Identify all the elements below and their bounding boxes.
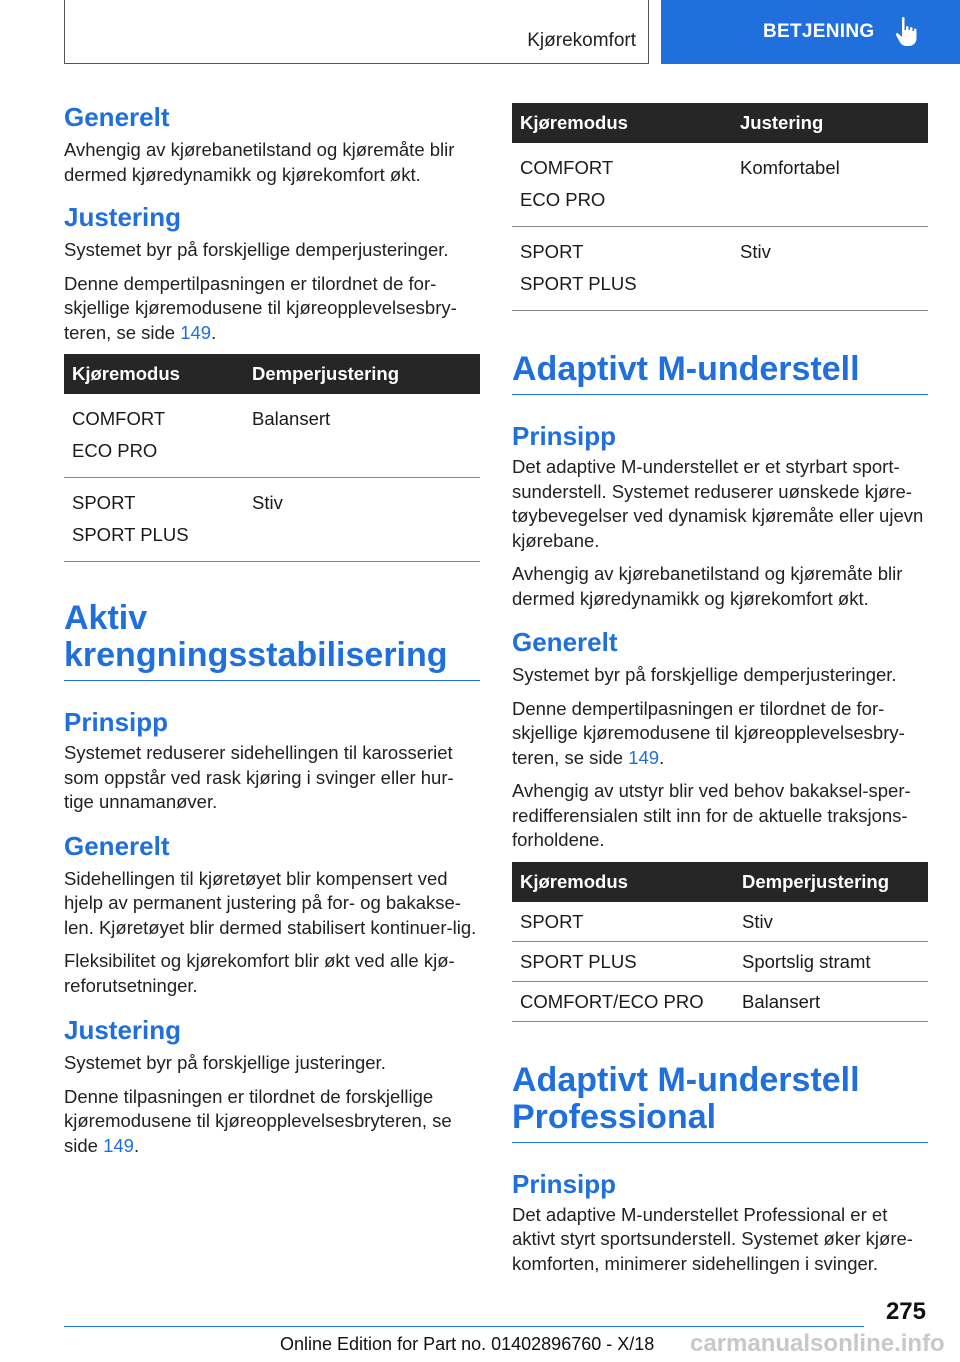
table-row	[512, 902, 928, 942]
mode-label: COMFORT	[72, 408, 166, 429]
paragraph: Systemet byr på forskjellige demperjusteringer.	[64, 239, 449, 260]
table-row	[512, 227, 928, 311]
heading-generelt: Generelt	[64, 830, 170, 861]
mode-label: ECO PRO	[72, 440, 158, 461]
heading-prinsipp: Prinsipp	[512, 421, 617, 451]
paragraph: Systemet byr på forskjellige justeringer.	[64, 1052, 386, 1073]
paragraph-text: Denne tilpasningen er tilordnet de forskjellige kjøremodusene til kjøreopplevelsesbryteren, se side	[64, 1085, 452, 1156]
adjustment-table	[512, 103, 928, 311]
table-cell: Sportslig stramt	[734, 941, 928, 981]
table-header-row	[512, 862, 928, 902]
table-cell: Balansert	[244, 394, 480, 478]
heading-line: krengningsstabilisering	[64, 636, 448, 674]
page-reference-link[interactable]: 149	[103, 1134, 134, 1156]
paragraph: Sidehellingen til kjøretøyet blir kompensert ved hjelp av permanent justering på for- og bakakse-len. Kjøretøyet blir dermed stabilisert kontinuer-lig.	[64, 867, 477, 938]
paragraph: Avhengig av kjørebanetilstand og kjøremåte blir dermed kjøredynamikk og kjørekomfort økt.	[512, 563, 903, 609]
table-header-row	[64, 354, 480, 394]
paragraph: Systemet byr på forskjellige demperjusteringer.	[512, 664, 897, 685]
paragraph-with-link: Denne tilpasningen er tilordnet de forskjellige kjøremodusene til kjøreopplevelsesbryteren, se side 149.	[64, 1085, 452, 1156]
table-row	[512, 143, 928, 227]
table-cell	[512, 143, 732, 227]
paragraph: Det adaptive M-understellet Professional er et aktivt styrt sportsunderstell. Systemet øker kjøre-komforten, minimerer sidehellingen i svinger.	[512, 1203, 913, 1274]
table-cell: Komfortabel	[732, 143, 928, 227]
table-cell: COMFORT/ECO PRO	[512, 981, 734, 1021]
paragraph-with-link: Denne dempertilpasningen er tilordnet de for-skjellige kjøremodusene til kjøreopplevelsesbry-teren, se side 149.	[64, 272, 457, 343]
page-reference-link[interactable]: 149	[628, 746, 660, 768]
damper-table	[512, 862, 928, 1022]
mode-label: SPORT PLUS	[520, 273, 637, 294]
table-row	[512, 941, 928, 981]
mode-label: COMFORT	[520, 157, 614, 178]
page-reference-link[interactable]: 149	[180, 321, 212, 343]
table-row	[64, 478, 480, 562]
table-cell: Stiv	[244, 478, 480, 562]
table-cell: Stiv	[734, 902, 928, 942]
table-header-row	[512, 103, 928, 143]
paragraph: Avhengig av utstyr blir ved behov bakaksel-sper-redifferensialen stilt inn for de aktuelle traksjons-forholdene.	[512, 780, 911, 850]
table-header-cell: Kjøremodus	[512, 103, 732, 143]
heading-line: Aktiv	[64, 599, 148, 637]
table-header-cell: Kjøremodus	[64, 354, 244, 394]
right-column	[512, 103, 928, 1276]
heading-prinsipp: Prinsipp	[512, 1168, 617, 1199]
heading-adaptivt-m-understell-professional	[512, 1062, 928, 1143]
table-row	[64, 394, 480, 478]
table-cell	[512, 227, 732, 311]
heading-generelt: Generelt	[512, 627, 618, 657]
table-cell	[64, 394, 244, 478]
paragraph-text: Denne dempertilpasningen er tilordnet de for-skjellige kjøremodusene til kjøreopplevelsesbry-teren, se side	[64, 272, 457, 343]
mode-label: SPORT PLUS	[72, 524, 189, 545]
mode-label: ECO PRO	[520, 189, 606, 210]
mode-label: SPORT	[72, 492, 136, 513]
table-cell: SPORT	[512, 902, 734, 942]
table-cell	[64, 478, 244, 562]
paragraph: Fleksibilitet og kjørekomfort blir økt ved alle kjø-reforutsetninger.	[64, 950, 455, 996]
header-section-title: Kjørekomfort	[527, 30, 636, 51]
heading-justering: Justering	[64, 202, 182, 232]
heading-prinsipp: Prinsipp	[64, 707, 169, 737]
edition-text: Online Edition for Part no. 01402896760 - X/18	[280, 1334, 655, 1354]
paragraph: Det adaptive M-understellet er et styrbart sport-sunderstell. Systemet reduserer uønskede kjøre-tøybevegelser ved dynamisk kjøremåte eller ujevn kjørebane.	[512, 456, 924, 551]
table-cell: SPORT PLUS	[512, 941, 734, 981]
damper-table	[64, 354, 480, 562]
table-header-cell: Justering	[732, 103, 928, 143]
heading-line: Professional	[512, 1097, 717, 1136]
header-chapter-title: BETJENING	[763, 21, 875, 42]
pointing-hand-icon	[894, 16, 922, 48]
paragraph: Avhengig av kjørebanetilstand og kjøremåte blir dermed kjøredynamikk og kjørekomfort økt.	[64, 139, 455, 185]
heading-adaptivt-m-understell: Adaptivt M-understell	[512, 351, 928, 395]
table-row	[512, 981, 928, 1021]
table-cell: Balansert	[734, 981, 928, 1021]
footer-divider	[64, 1326, 864, 1327]
heading-justering: Justering	[64, 1015, 182, 1045]
paragraph: Systemet reduserer sidehellingen til karosseriet som oppstår ved rask kjøring i svinger eller hur-tige unnamanøver.	[64, 742, 454, 812]
heading-aktiv-krengningsstabilisering	[64, 600, 480, 681]
watermark: carmanualsonline.info	[690, 1330, 945, 1357]
left-column	[64, 100, 480, 1158]
paragraph-text: Denne dempertilpasningen er tilordnet de for-skjellige kjøremodusene til kjøreopplevelsesbry-teren, se side	[512, 697, 905, 768]
mode-label: SPORT	[520, 241, 584, 262]
page-number: 275	[885, 1298, 926, 1325]
header-section-box	[64, 0, 649, 64]
table-header-cell: Kjøremodus	[512, 862, 734, 902]
table-header-cell: Demperjustering	[734, 862, 928, 902]
heading-generelt: Generelt	[64, 102, 170, 132]
heading-line: Adaptivt M-understell	[512, 1060, 860, 1099]
table-cell: Stiv	[732, 227, 928, 311]
paragraph-with-link: Denne dempertilpasningen er tilordnet de for-skjellige kjøremodusene til kjøreopplevelsesbry-teren, se side 149.	[512, 697, 905, 768]
header-chapter-tab	[661, 0, 960, 64]
table-header-cell: Demperjustering	[244, 354, 480, 394]
